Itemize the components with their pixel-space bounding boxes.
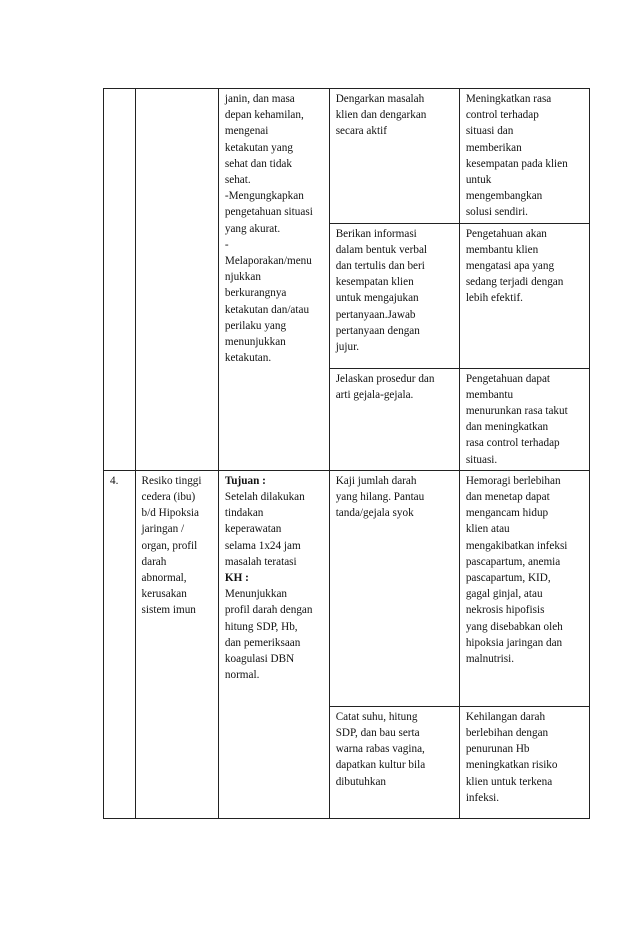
cell-text-line: b/d Hipoksia: [141, 507, 200, 520]
cell-text-line: organ, profil: [141, 539, 198, 552]
cell-text-line: pengetahuan situasi: [224, 206, 313, 219]
cell-text-line: hitung SDP, Hb,: [224, 620, 298, 633]
cell-text-line: mengembangkan: [465, 190, 543, 203]
cell-text-line: mengatasi apa yang: [465, 260, 555, 273]
cell-text-line: Pengetahuan dapat: [465, 372, 551, 385]
cell-text-line: secara aktif: [335, 125, 387, 138]
rationale-cell: [459, 368, 589, 470]
cell-text-line: yang akurat.: [224, 222, 281, 235]
cell-text-line: pascapartum, KID,: [465, 572, 551, 585]
intervention-cell: [329, 470, 459, 706]
cell-text-line: pascapartum, anemia: [465, 555, 561, 568]
cell-text-line: selama 1x24 jam: [224, 539, 301, 552]
nursing-care-plan-table: [103, 88, 590, 819]
cell-text-line: Resiko tinggi: [141, 474, 202, 487]
intervention-cell: [329, 706, 459, 818]
cell-text-line: Tujuan :: [224, 474, 266, 487]
cell-text-line: tanda/gejala syok: [335, 507, 414, 520]
cell-text-line: klien untuk terkena: [465, 775, 553, 788]
cell-text-line: hipoksia jaringan dan: [465, 636, 563, 649]
cell-text-line: kesempatan klien: [335, 276, 414, 289]
cell-text-line: solusi sendiri.: [465, 206, 528, 219]
cell-text-line: Menunjukkan: [224, 588, 288, 601]
cell-text-line: normal.: [224, 669, 260, 682]
cell-text-line: lebih efektif.: [465, 292, 523, 305]
cell-text-line: arti gejala-gejala.: [335, 388, 414, 401]
rationale-cell: [459, 89, 589, 224]
cell-text-line: dibutuhkan: [335, 775, 387, 788]
cell-text-line: koagulasi DBN: [224, 653, 295, 666]
cell-text-line: dalam bentuk verbal: [335, 243, 428, 256]
cell-text-line: control terhadap: [465, 109, 539, 122]
cell-text-line: Setelah dilakukan: [224, 491, 305, 504]
cell-text-line: ketakutan yang: [224, 141, 293, 154]
goal-cell: [218, 89, 329, 471]
cell-text-line: membantu: [465, 388, 514, 401]
cell-text-line: yang hilang. Pantau: [335, 491, 425, 504]
cell-text-line: situasi dan: [465, 125, 514, 138]
cell-text-line: ketakutan.: [224, 352, 272, 365]
cell-text-line: depan kehamilan,: [224, 109, 304, 122]
cell-text-line: Berikan informasi: [335, 227, 417, 240]
cell-text-line: perilaku yang: [224, 319, 287, 332]
cell-text-line: profil darah dengan: [224, 604, 313, 617]
cell-text-line: keperawatan: [224, 523, 282, 536]
cell-text-line: Melaporakan/menu: [224, 255, 312, 268]
table-row: [104, 89, 590, 224]
number-cell: [104, 89, 136, 471]
cell-text-line: -Mengungkapkan: [224, 190, 304, 203]
cell-text-line: untuk mengajukan: [335, 292, 419, 305]
rationale-cell: [459, 223, 589, 368]
cell-text-line: mengancam hidup: [465, 507, 549, 520]
cell-text-line: dan meningkatkan: [465, 421, 549, 434]
intervention-cell: [329, 368, 459, 470]
intervention-cell: [329, 89, 459, 224]
cell-text-line: infeksi.: [465, 791, 500, 804]
cell-text-line: membantu klien: [465, 243, 539, 256]
cell-text-line: abnormal,: [141, 572, 187, 585]
cell-text-line: kesempatan pada klien: [465, 157, 568, 170]
cell-text-line: klien atau: [465, 523, 510, 536]
cell-text-line: janin, dan masa: [224, 93, 295, 105]
cell-text-line: gagal ginjal, atau: [465, 588, 543, 601]
cell-text-line: ketakutan dan/atau: [224, 303, 310, 316]
cell-text-line: jujur.: [335, 341, 359, 354]
cell-text-line: berkurangnya: [224, 287, 287, 300]
table-row: [104, 470, 590, 706]
cell-text-line: dan pemeriksaan: [224, 636, 301, 649]
cell-text-line: untuk: [465, 174, 492, 187]
cell-text-line: Hemoragi berlebihan: [465, 474, 561, 487]
cell-text-line: sehat.: [224, 174, 251, 187]
cell-text-line: Pengetahuan akan: [465, 227, 547, 240]
cell-text-line: sistem imun: [141, 604, 196, 617]
rationale-cell: [459, 706, 589, 818]
number-cell: 4.: [104, 470, 136, 818]
cell-text-line: Kaji jumlah darah: [335, 474, 417, 487]
cell-text-line: Jelaskan prosedur dan: [335, 372, 435, 385]
cell-text-line: dan menetap dapat: [465, 491, 550, 504]
cell-text-line: dan tertulis dan beri: [335, 260, 425, 273]
cell-text-line: Meningkatkan rasa: [465, 93, 552, 105]
cell-text-line: njukkan: [224, 271, 261, 284]
cell-text-line: berlebihan dengan: [465, 727, 549, 740]
cell-text-line: mengenai: [224, 125, 269, 138]
cell-text-line: menurunkan rasa takut: [465, 405, 568, 418]
goal-cell: [218, 470, 329, 818]
cell-text-line: menunjukkan: [224, 336, 286, 349]
cell-text-line: Catat suhu, hitung: [335, 710, 418, 723]
cell-text-line: cedera (ibu): [141, 491, 196, 504]
cell-text-line: pertanyaan dengan: [335, 324, 420, 337]
cell-text-line: darah: [141, 555, 167, 568]
cell-text-line: mengakibatkan infeksi: [465, 539, 568, 552]
diagnosis-cell: [135, 89, 218, 471]
cell-text-line: meningkatkan risiko: [465, 759, 558, 772]
cell-text-line: KH :: [224, 572, 249, 585]
cell-text-line: malnutrisi.: [465, 653, 514, 666]
cell-text-line: memberikan: [465, 141, 522, 154]
cell-text-line: situasi.: [465, 453, 498, 466]
cell-text-line: rasa control terhadap: [465, 437, 560, 450]
cell-text-line: pertanyaan.Jawab: [335, 308, 416, 321]
cell-text-line: yang disebabkan oleh: [465, 620, 563, 633]
cell-text-line: Kehilangan darah: [465, 710, 546, 723]
cell-text-line: masalah teratasi: [224, 555, 297, 568]
cell-text-line: warna rabas vagina,: [335, 743, 425, 756]
cell-text-line: dapatkan kultur bila: [335, 759, 426, 772]
cell-text-line: Dengarkan masalah: [335, 93, 425, 105]
cell-text-line: penurunan Hb: [465, 743, 530, 756]
cell-text-line: -: [224, 238, 229, 251]
cell-text-line: sehat dan tidak: [224, 157, 292, 170]
cell-text-line: SDP, dan bau serta: [335, 727, 420, 740]
intervention-cell: [329, 223, 459, 368]
cell-text-line: tindakan: [224, 507, 264, 520]
cell-text-line: klien dan dengarkan: [335, 109, 427, 122]
diagnosis-cell: [135, 470, 218, 818]
cell-text-line: jaringan /: [141, 523, 185, 536]
cell-text-line: kerusakan: [141, 588, 187, 601]
cell-text-line: sedang terjadi dengan: [465, 276, 564, 289]
rationale-cell: [459, 470, 589, 706]
cell-text-line: nekrosis hipofisis: [465, 604, 545, 617]
